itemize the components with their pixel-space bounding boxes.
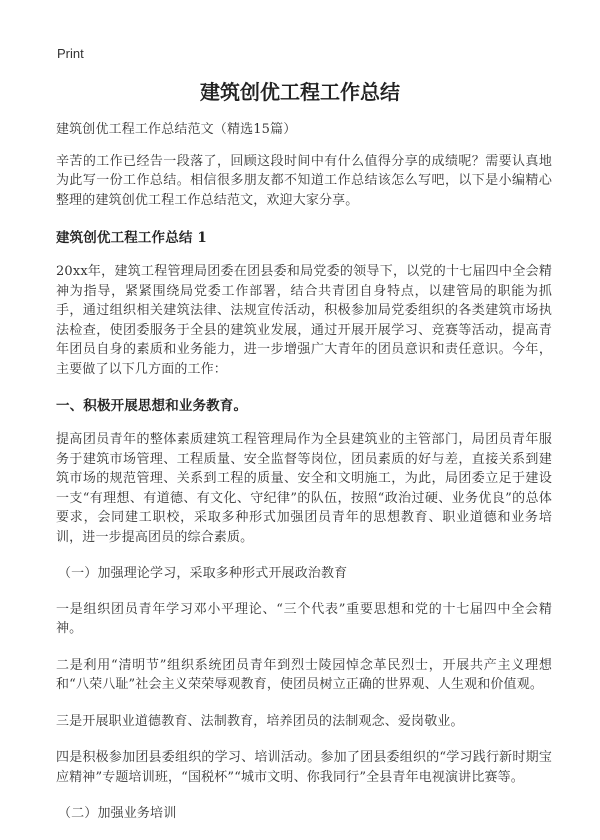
section-paragraph: 20xx年，建筑工程管理局团委在团县委和局党委的领导下，以党的十七届四中全会精神为指导，紧紧围绕局党委工作部署，结合共青团自身特点，以建管局的职能为抓手，通过组织相关建筑法律、法规宣传活动，积极参加局党委组织的各类建筑市场执法检查，使团委服务于全县的建筑业发展，通过开展开展学习、竞赛等活动，提高青年团员自身的素质和业务能力，进一步增强广大青年的团员意识和责任意识。今年，主要做了以下几方面的工作： <box>56 264 552 377</box>
page-title: 建筑创优工程工作总结 <box>200 80 400 104</box>
subsection-heading: （一）加强理论学习，采取多种形式开展政治教育 <box>58 566 348 581</box>
list-item: 一是组织团员青年学习邓小平理论、“三个代表”重要思想和党的十七届四中全会精神。 <box>56 601 552 636</box>
article-subtitle: 建筑创优工程工作总结范文（精选15篇） <box>56 122 297 137</box>
print-link[interactable]: Print <box>57 46 84 61</box>
list-item: 二是利用“清明节”组织系统团员青年到烈士陵园悼念革民烈士，开展共产主义理想和“八荣八耻”社会主义荣荣辱观教育，使团员树立正确的世界观、人生观和价值观。 <box>56 657 552 692</box>
article-body <box>56 120 552 840</box>
intro-paragraph: 辛苦的工作已经告一段落了，回顾这段时间中有什么值得分享的成绩呢？需要认真地为此写一份工作总结。相信很多朋友都不知道工作总结该怎么写吧，以下是小编精心整理的建筑创优工程工作总结范文，欢迎大家分享。 <box>56 153 552 208</box>
section-heading: 建筑创优工程工作总结 1 <box>56 230 207 246</box>
list-item: 四是积极参加团县委组织的学习、培训活动。参加了团县委组织的“学习践行新时期宝应精神”专题培训班，“国税杯”“城市文明、你我同行”全县青年电视演讲比赛等。 <box>56 750 552 785</box>
list-item: 三是开展职业道德教育、法制教育，培养团员的法制观念、爱岗敬业。 <box>56 713 464 729</box>
part-heading: 一、积极开展思想和业务教育。 <box>56 398 248 414</box>
part-paragraph: 提高团员青年的整体素质建筑工程管理局作为全县建筑业的主管部门，局团员青年服务于建筑市场管理、工程质量、安全监督等岗位，团员素质的好与差，直接关系到建筑市场的规范管理、关系到工程的质量、安全和文明施工，为此，局团委立足于建设一支“有理想、有道德、有文化、守纪律”的队伍，按照“政治过硬、业务优良”的总体要求，会同建工职校，采取多种形式加强团员青年的思想教育、职业道德和业务培训，进一步提高团员的综合素质。 <box>56 432 552 545</box>
subsection-heading: （二）加强业务培训 <box>58 806 177 821</box>
